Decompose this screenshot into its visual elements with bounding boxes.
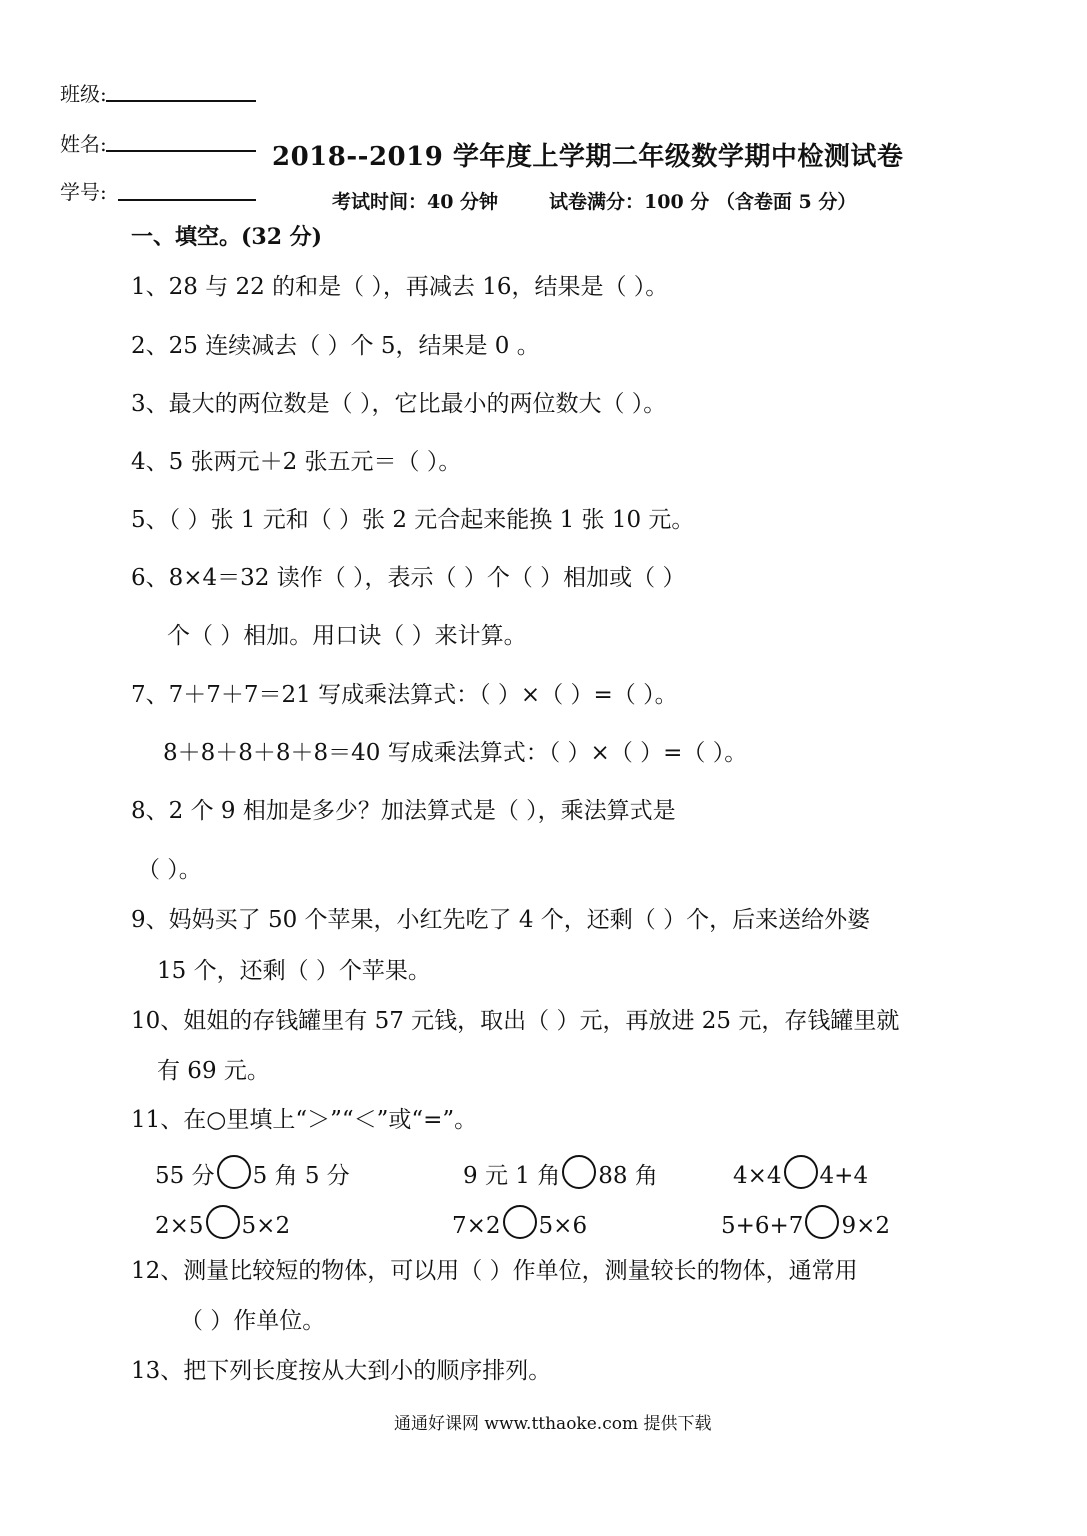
compare-right: 5×2: [241, 1213, 291, 1239]
question-10-line-2: 有 69 元。: [157, 1058, 270, 1084]
question-5: 5、（ ）张 1 元和（ ）张 2 元合起来能换 1 张 10 元。: [131, 507, 695, 533]
circle-blank[interactable]: [805, 1205, 839, 1239]
full-score: 试卷满分：100 分 （含卷面 5 分）: [549, 191, 857, 213]
compare-item: [155, 1205, 290, 1241]
question-8-line-2: （ ）。: [137, 857, 202, 883]
compare-item: [452, 1205, 587, 1241]
compare-right: 5 角 5 分: [252, 1163, 350, 1189]
compare-right: 88 角: [598, 1163, 658, 1189]
compare-right: 5×6: [538, 1213, 588, 1239]
question-9-line-1: 9、妈妈买了 50 个苹果，小红先吃了 4 个，还剩（ ）个，后来送给外婆: [131, 907, 871, 933]
compare-left: 9 元 1 角: [463, 1163, 561, 1189]
compare-left: 4×4: [733, 1163, 782, 1189]
question-9-line-2: 15 个，还剩（ ）个苹果。: [157, 958, 431, 984]
class-field[interactable]: [106, 100, 256, 102]
circle-blank[interactable]: [217, 1155, 251, 1189]
question-11: 11、在○里填上“＞”“＜”或“=”。: [131, 1107, 478, 1133]
exam-time: 考试时间：40 分钟: [332, 191, 499, 213]
compare-left: 2×5: [155, 1213, 204, 1239]
question-12-line-2: （ ）作单位。: [180, 1308, 326, 1334]
circle-blank[interactable]: [562, 1155, 596, 1189]
compare-left: 5+6+7: [721, 1213, 804, 1239]
question-10-line-1: 10、姐姐的存钱罐里有 57 元钱，取出（ ）元，再放进 25 元，存钱罐里就: [131, 1008, 900, 1034]
footer-text: 通通好课网 www.tthaoke.com 提供下载: [394, 1414, 712, 1434]
compare-right: 9×2: [841, 1213, 890, 1239]
question-7-line-2: 8＋8＋8＋8＋8＝40 写成乘法算式：（ ）×（ ）=（ ）。: [163, 740, 748, 766]
compare-item: [155, 1155, 350, 1191]
student-id-label: 学号:: [60, 180, 107, 204]
compare-right: 4+4: [819, 1163, 869, 1189]
compare-item: [463, 1155, 658, 1191]
question-6-line-2: 个（ ）相加。用口诀（ ）来计算。: [167, 623, 527, 649]
section-heading: 一、填空。(32 分): [131, 224, 323, 250]
circle-blank[interactable]: [784, 1155, 818, 1189]
circle-blank[interactable]: [503, 1205, 537, 1239]
question-1: 1、28 与 22 的和是（ ），再减去 16，结果是（ ）。: [131, 274, 669, 300]
student-id-field[interactable]: [118, 199, 256, 201]
compare-left: 7×2: [452, 1213, 501, 1239]
question-3: 3、最大的两位数是（ ），它比最小的两位数大（ ）。: [131, 391, 667, 417]
question-12-line-1: 12、测量比较短的物体，可以用（ ）作单位，测量较长的物体，通常用: [131, 1258, 858, 1284]
question-13: 13、把下列长度按从大到小的顺序排列。: [131, 1358, 552, 1384]
compare-item: [721, 1205, 890, 1241]
question-8-line-1: 8、2 个 9 相加是多少？加法算式是（ ），乘法算式是: [131, 798, 676, 824]
question-6-line-1: 6、8×4＝32 读作（ ），表示（ ）个（ ）相加或（ ）: [131, 565, 686, 591]
compare-item: [733, 1155, 868, 1191]
name-field[interactable]: [106, 150, 256, 152]
exam-title: 2018--2019 学年度上学期二年级数学期中检测试卷: [272, 142, 904, 172]
name-label: 姓名:: [60, 132, 107, 156]
circle-blank[interactable]: [206, 1205, 240, 1239]
question-2: 2、25 连续减去（ ）个 5，结果是 0 。: [131, 333, 540, 359]
compare-left: 55 分: [155, 1163, 215, 1189]
question-4: 4、5 张两元＋2 张五元＝（ ）。: [131, 449, 462, 475]
question-7-line-1: 7、7＋7＋7＝21 写成乘法算式：（ ）×（ ）=（ ）。: [131, 682, 678, 708]
class-label: 班级:: [60, 82, 107, 106]
